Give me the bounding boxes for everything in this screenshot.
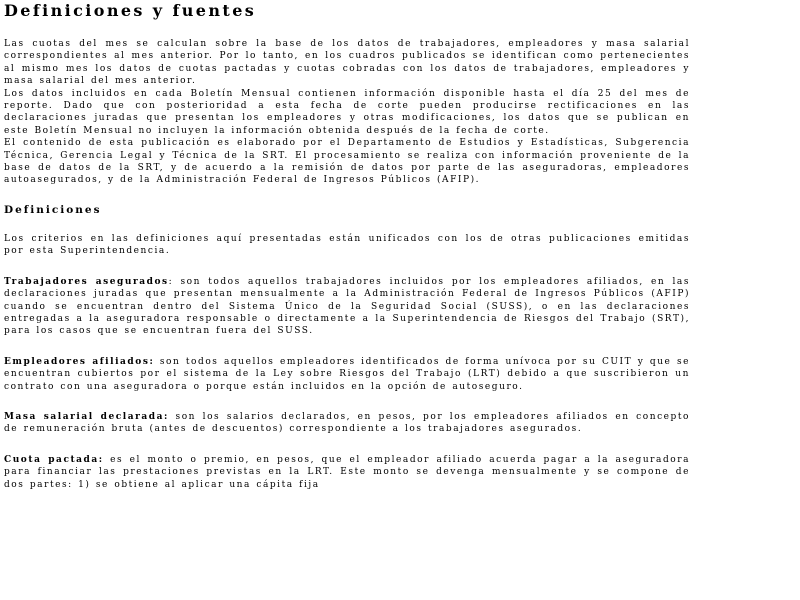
definition-trabajadores-asegurados xyxy=(4,276,690,338)
definition-term: Cuota pactada: xyxy=(4,454,104,465)
definition-empleadores-afiliados xyxy=(4,356,690,393)
definition-term: Trabajadores asegurados xyxy=(4,276,169,287)
intro-paragraph-datos: Los datos incluidos en cada Boletín Mensual contienen información disponible hasta el día 25 del mes de reporte. Dado que con posterioridad a esta fecha de corte pueden producirse rectificaciones en las declaraciones juradas que presentan los empleadores y otras modificaciones, los datos que se publican en este Boletín Mensual no incluyen la información obtenida después de la fecha de corte. xyxy=(4,88,690,136)
definition-term: Masa salarial declarada: xyxy=(4,411,169,422)
definition-cuota-pactada xyxy=(4,454,690,491)
page-title: Definiciones y fuentes xyxy=(4,1,257,20)
intro-paragraph-contenido: El contenido de esta publicación es elaborado por el Departamento de Estudios y Estadísticas, Subgerencia Técnica, Gerencia Legal y Técnica de la SRT. El procesamiento se realiza con información proveniente de la base de datos de la SRT, y de acuerdo a la remisión de datos por parte de las aseguradoras, empleadores autoasegurados, y de la Administración Federal de Ingresos Públicos (AFIP). xyxy=(4,138,690,186)
definition-text: son todos aquellos empleadores identificados de forma unívoca por su CUIT y que se encuentran cubiertos por el sistema de la Ley sobre Riesgos del Trabajo (LRT) debido a que suscribieron un contrato con una aseguradora o porque están incluidos en la opción de autoseguro. xyxy=(4,356,690,392)
definition-text: es el monto o premio, en pesos, que el empleador afiliado acuerda pagar a la aseguradora para financiar las prestaciones previstas en la LRT. Este monto se devenga mensualmente y se compone de dos partes: 1) se obtiene al aplicar una cápita fija xyxy=(4,454,690,490)
definitions-heading: Definiciones xyxy=(4,203,102,216)
intro-paragraph-cuotas: Las cuotas del mes se calculan sobre la base de los datos de trabajadores, empleadores y masa salarial correspondientes al mes anterior. Por lo tanto, en los cuadros publicados se identifican como pertenecientes al mismo mes los datos de cuotas pactadas y cuotas cobradas con los datos de trabajadores, empleadores y masa salarial del mes anterior. xyxy=(4,39,690,87)
definition-separator: : xyxy=(168,276,174,287)
definition-masa-salarial xyxy=(4,411,690,436)
definition-text: son los salarios declarados, en pesos, por los empleadores afiliados en concepto de remuneración bruta (antes de descuentos) correspondiente a los trabajadores asegurados. xyxy=(4,411,690,435)
definition-text: son todos aquellos trabajadores incluidos por los empleadores afiliados, en las declaraciones juradas que presentan mensualmente a la Administración Federal de Ingresos Públicos (AFIP) cuando se encuentran dentro del Sistema Único de la Seguridad Social (SUSS), o en las declaraciones entregadas a la aseguradora responsable o directamente a la Superintendencia de Riesgos del Trabajo (SRT), para los casos que se encuentran fuera del SUSS. xyxy=(4,276,690,337)
definition-term: Empleadores afiliados: xyxy=(4,356,155,367)
intro-section xyxy=(4,38,690,187)
definitions-intro: Los criterios en las definiciones aquí presentadas están unificados con los de otras publicaciones emitidas por esta Superintendencia. xyxy=(4,233,690,257)
